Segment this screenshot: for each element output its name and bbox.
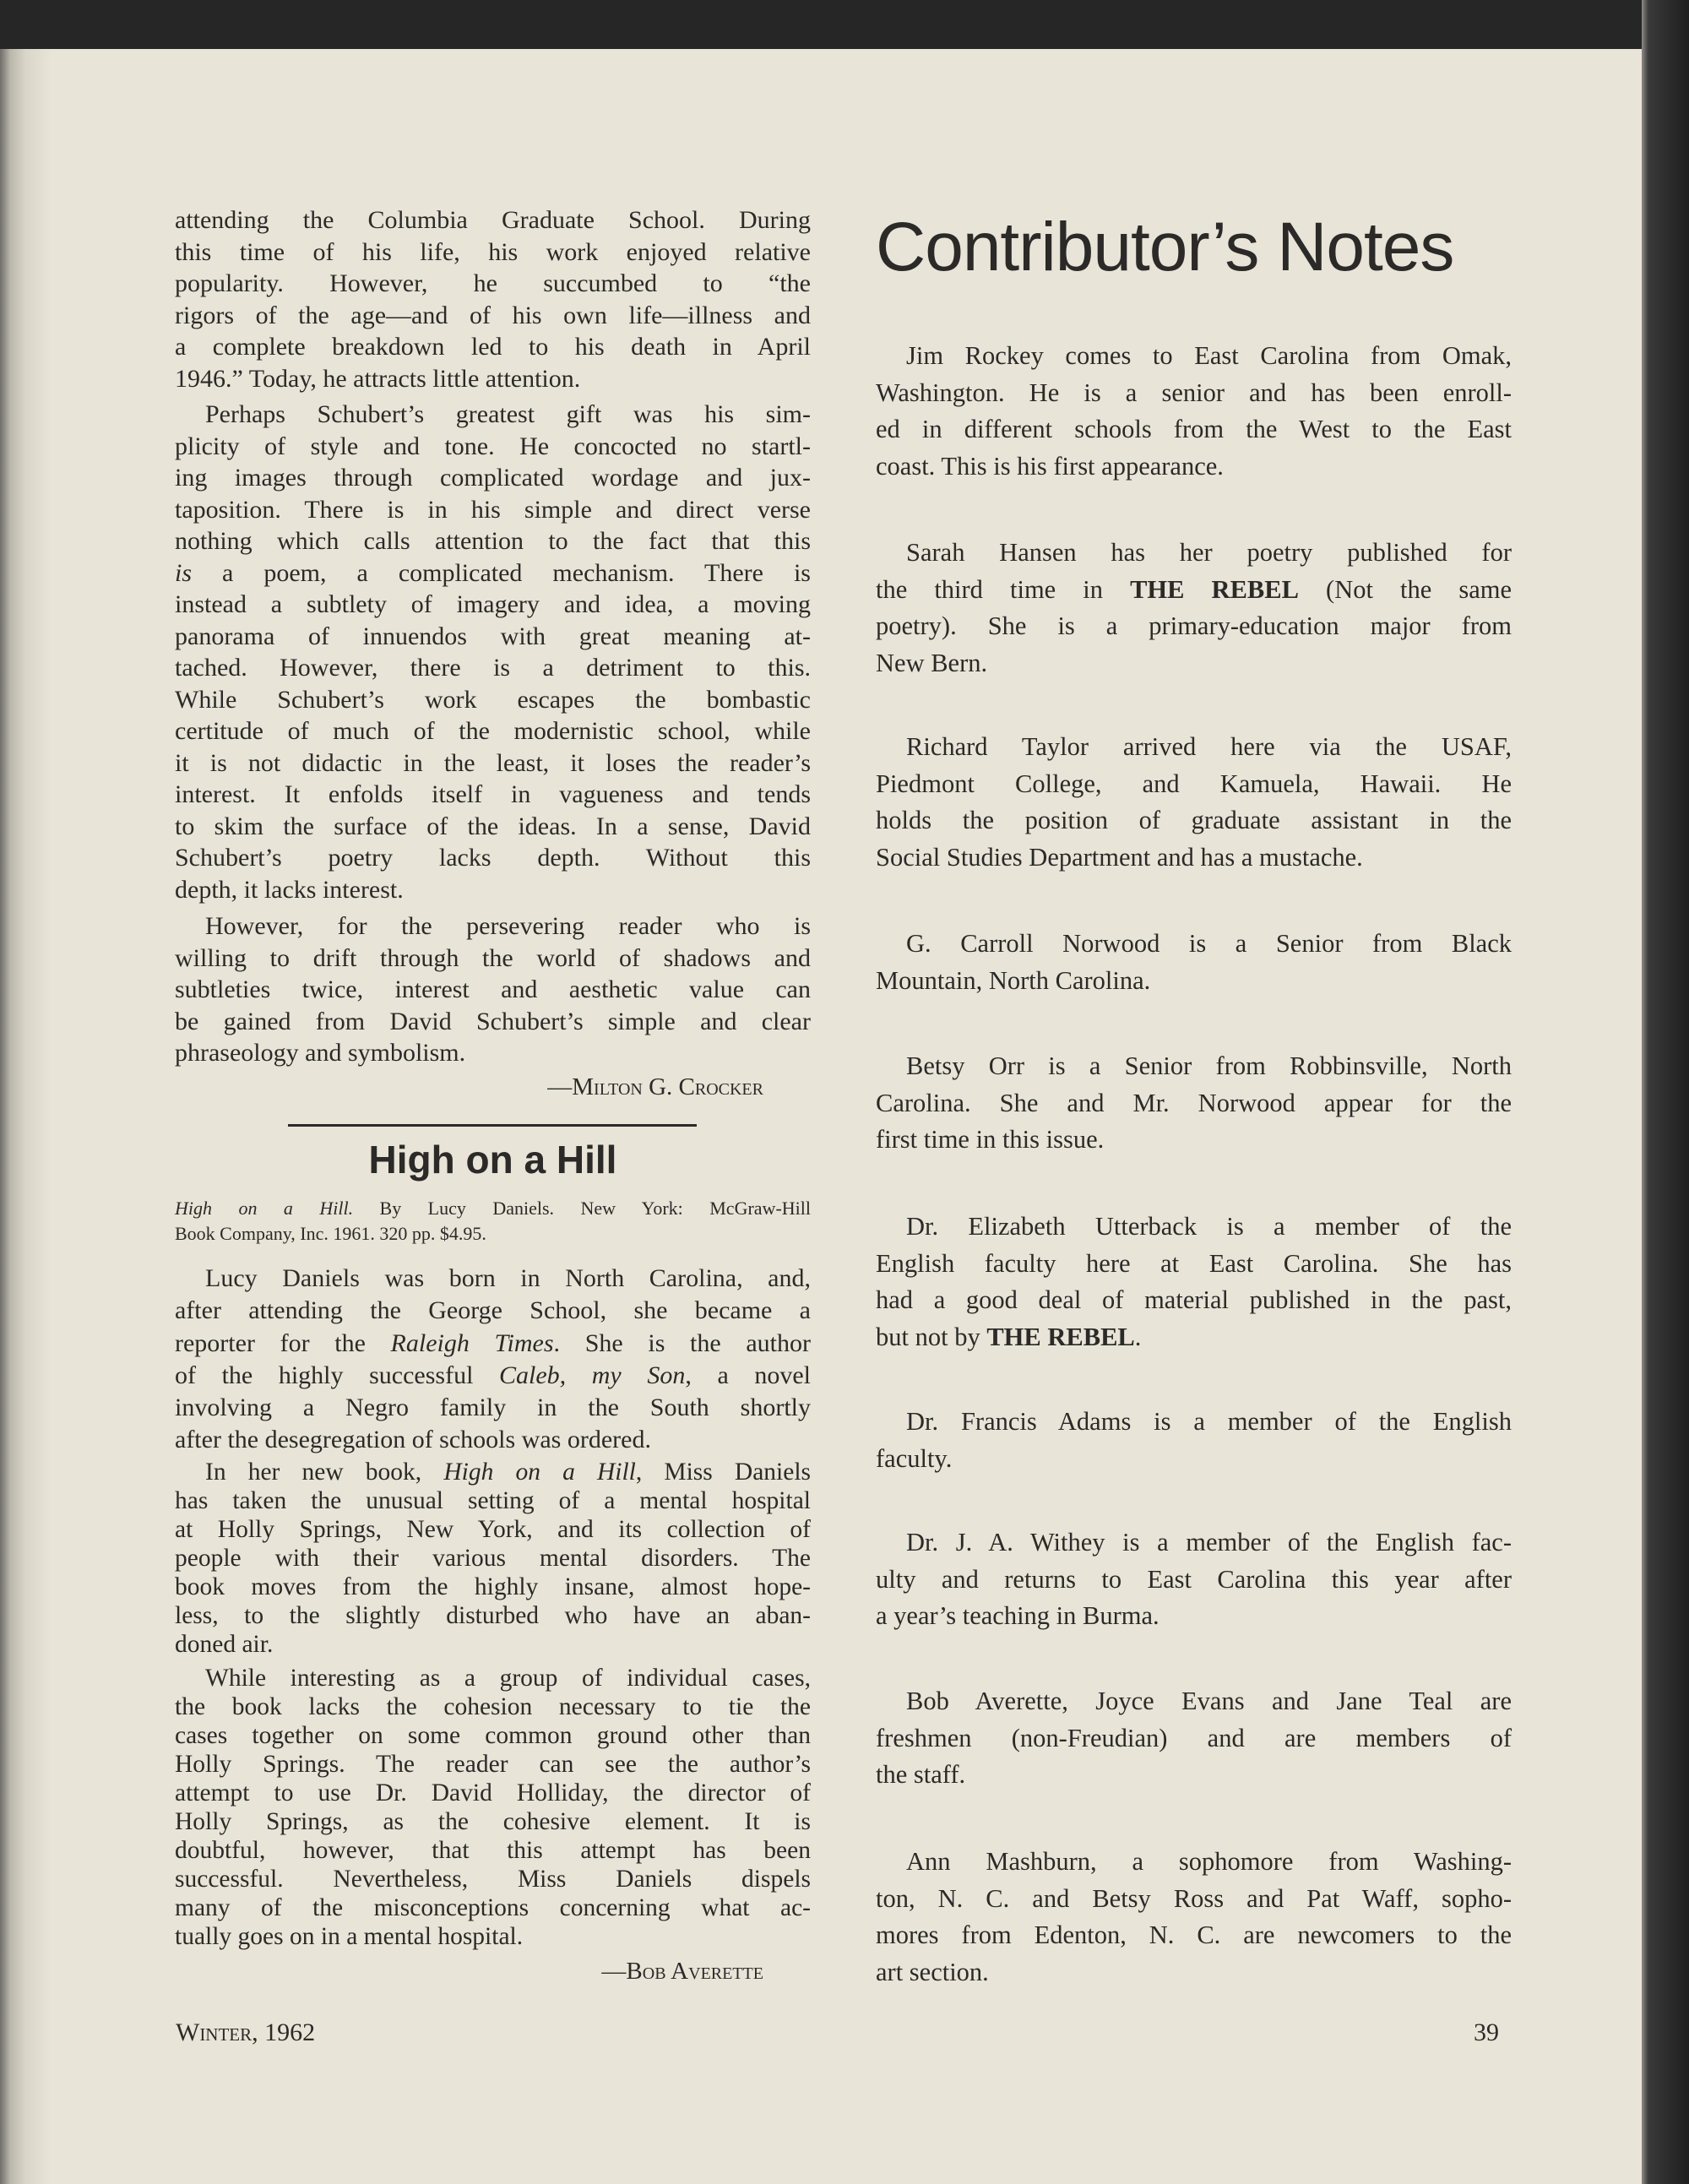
text-line: Betsy Orr is a Senior from Robbinsville, North	[906, 1051, 1512, 1080]
page-number: 39	[1474, 2018, 1499, 2046]
text-line: poetry). She is a primary-education major from	[876, 611, 1512, 641]
section-divider	[288, 1124, 697, 1127]
text-line	[876, 572, 1512, 609]
text-run: High on a Hill	[443, 1459, 636, 1486]
text-line: Dr. Francis Adams is a member of the English	[906, 1407, 1512, 1436]
text-line: after attending the George School, she became a	[175, 1296, 811, 1325]
contributor-note	[876, 729, 1512, 877]
text-line: tually goes on in a mental hospital.	[175, 1923, 524, 1950]
text-line	[175, 1458, 811, 1486]
text-line: interest. It enfolds itself in vagueness and tends	[175, 780, 811, 808]
text-run: but not by	[876, 1323, 987, 1352]
text-line: it is not didactic in the least, it loses the reader’s	[175, 748, 811, 777]
text-line: G. Carroll Norwood is a Senior from Black	[906, 929, 1512, 958]
text-line: the book lacks the cohesion necessary to tie the	[175, 1693, 811, 1720]
text-run: a poem, a complicated mechanism. There is	[192, 558, 811, 587]
text-line: be gained from David Schubert’s simple and clear	[175, 1007, 811, 1035]
text-line: Ann Mashburn, a sophomore from Washing-	[906, 1847, 1512, 1876]
text-line: Carolina. She and Mr. Norwood appear for the	[876, 1088, 1512, 1117]
text-line: cases together on some common ground other than	[175, 1722, 811, 1749]
text-run: (Not the same	[1298, 574, 1512, 604]
footer-issue: Winter, 1962	[176, 2018, 316, 2046]
text-line: coast. This is his first appearance.	[876, 452, 1224, 481]
text-line	[175, 557, 811, 589]
text-line	[876, 1319, 1512, 1356]
review-paragraph	[175, 1263, 811, 1457]
text-line: rigors of the age—and of his own life—illness and	[175, 301, 811, 329]
review-paragraph	[175, 910, 811, 1069]
contributor-note	[876, 1844, 1512, 1991]
text-line: to skim the surface of the ideas. In a sense, David	[175, 812, 811, 840]
text-line: Schubert’s poetry lacks depth. Without this	[175, 844, 811, 872]
text-run: Caleb, my Son	[499, 1361, 686, 1389]
text-line: panorama of innuendos with great meaning at-	[175, 622, 811, 650]
text-line: the staff.	[876, 1760, 966, 1790]
text-line: a complete breakdown led to his death in April	[175, 333, 811, 361]
text-line: Holly Springs. The reader can see the author’s	[175, 1751, 811, 1778]
review-paragraph	[175, 399, 811, 905]
text-line: Social Studies Department and has a mustache.	[876, 843, 1363, 872]
review-paragraph	[175, 1458, 811, 1659]
text-line: Piedmont College, and Kamuela, Hawaii. He	[876, 769, 1512, 798]
text-line: freshmen (non-Freudian) and are members of	[876, 1723, 1512, 1752]
text-line: Jim Rockey comes to East Carolina from Omak,	[906, 341, 1512, 370]
contributor-note	[876, 1683, 1512, 1794]
text-run: the third time in	[876, 574, 1131, 604]
text-line: book moves from the highly insane, almost hope-	[175, 1573, 811, 1600]
contributor-note	[876, 338, 1512, 486]
text-line: 1946.” Today, he attracts little attention.	[175, 364, 581, 393]
text-run: , a novel	[685, 1361, 812, 1389]
text-run: reporter for the	[175, 1328, 391, 1357]
text-line	[175, 1328, 811, 1360]
text-run: is	[175, 558, 193, 587]
text-line: a year’s teaching in Burma.	[876, 1601, 1159, 1631]
text-line: nothing which calls attention to the fact that this	[175, 527, 811, 555]
text-line: ton, N. C. and Betsy Ross and Pat Waff, sopho-	[876, 1883, 1512, 1913]
contributor-note	[876, 926, 1512, 999]
text-line: successful. Nevertheless, Miss Daniels dispels	[175, 1866, 811, 1893]
text-line: Bob Averette, Joyce Evans and Jane Teal are	[906, 1687, 1512, 1715]
text-line: willing to drift through the world of shadows and	[175, 943, 811, 972]
text-line: While interesting as a group of individual cases,	[205, 1665, 811, 1692]
text-line: ing images through complicated wordage and jux-	[175, 464, 811, 492]
book-citation	[175, 1196, 811, 1247]
text-run: , Miss Daniels	[635, 1459, 812, 1486]
contributor-note	[876, 535, 1512, 682]
text-line: Washington. He is a senior and has been enroll-	[876, 378, 1512, 407]
text-line: English faculty here at East Carolina. She has	[876, 1248, 1512, 1278]
text-line	[175, 1196, 811, 1221]
text-line: mores from Edenton, N. C. are newcomers to the	[876, 1921, 1512, 1950]
text-line: tached. However, there is a detriment to this.	[175, 654, 811, 682]
text-line: at Holly Springs, New York, and its collection of	[175, 1516, 811, 1543]
text-run: of the highly successful	[175, 1361, 499, 1389]
text-line: depth, it lacks interest.	[175, 875, 404, 904]
text-line: Dr. J. A. Withey is a member of the English fac-	[906, 1528, 1512, 1557]
text-line: less, to the slightly disturbed who have an aban-	[175, 1602, 811, 1629]
text-line: holds the position of graduate assistant in the	[876, 806, 1512, 835]
text-line: doned air.	[175, 1631, 274, 1658]
text-line: New Bern.	[876, 649, 988, 678]
text-line: after the desegregation of schools was ordered.	[175, 1426, 651, 1454]
text-run: By Lucy Daniels. New York: McGraw-Hill	[353, 1198, 811, 1219]
text-line: Lucy Daniels was born in North Carolina, and,	[205, 1264, 811, 1292]
text-line: people with their various mental disorders. The	[175, 1545, 811, 1572]
text-line: phraseology and symbolism.	[175, 1039, 466, 1067]
text-line: Holly Springs, as the cohesive element. It is	[175, 1808, 811, 1835]
text-line: this time of his life, his work enjoyed relative	[175, 237, 811, 266]
text-line: Mountain, North Carolina.	[876, 965, 1151, 995]
text-line: attending the Columbia Graduate School. During	[175, 206, 811, 234]
text-run: THE REBEL	[986, 1323, 1135, 1352]
text-line: art section.	[876, 1958, 989, 1987]
text-line: Richard Taylor arrived here via the USAF,	[906, 732, 1512, 761]
contributor-note	[876, 1209, 1512, 1356]
text-line: While Schubert’s work escapes the bombastic	[175, 685, 811, 714]
text-line: Sarah Hansen has her poetry published for	[906, 538, 1512, 567]
text-line: ed in different schools from the West to the East	[876, 415, 1512, 444]
text-line: instead a subtlety of imagery and idea, a moving	[175, 590, 811, 618]
text-line: plicity of style and tone. He concocted no startl-	[175, 432, 811, 460]
text-line: Dr. Elizabeth Utterback is a member of the	[906, 1212, 1512, 1241]
review-title: High on a Hill	[368, 1138, 617, 1182]
text-line: certitude of much of the modernistic school, while	[175, 717, 811, 745]
contributor-note	[876, 1404, 1512, 1477]
text-line: many of the misconceptions concerning what ac-	[175, 1894, 811, 1921]
review-paragraph	[175, 1664, 811, 1951]
contributor-note	[876, 1048, 1512, 1159]
page-title: Contributor’s Notes	[876, 209, 1454, 285]
text-line: Book Company, Inc. 1961. 320 pp. $4.95.	[175, 1223, 486, 1244]
text-line: involving a Negro family in the South shortly	[175, 1394, 811, 1422]
text-run: High on a Hill.	[175, 1198, 354, 1219]
text-line: first time in this issue.	[876, 1125, 1105, 1154]
text-line: faculty.	[876, 1443, 953, 1473]
text-run: .	[1134, 1323, 1142, 1352]
text-line: However, for the persevering reader who is	[205, 912, 811, 940]
text-line: taposition. There is in his simple and direct verse	[175, 495, 811, 524]
text-line: Perhaps Schubert’s greatest gift was his sim-	[205, 400, 811, 428]
text-run: THE REBEL	[1130, 574, 1299, 604]
text-line: attempt to use Dr. David Holliday, the director of	[175, 1779, 811, 1806]
text-run: Raleigh Times	[390, 1328, 554, 1357]
contributor-note	[876, 1524, 1512, 1635]
text-line: ulty and returns to East Carolina this year after	[876, 1564, 1512, 1594]
text-line: popularity. However, he succumbed to “the	[175, 269, 811, 297]
text-line	[175, 1360, 811, 1392]
text-line: doubtful, however, that this attempt has been	[175, 1837, 811, 1864]
text-run: In her new book,	[205, 1459, 444, 1486]
scan-right-border	[1642, 0, 1689, 2184]
review-paragraph	[175, 204, 811, 394]
text-line: had a good deal of material published in the past,	[876, 1285, 1512, 1315]
text-run: . She is the author	[553, 1328, 811, 1357]
review-signature: —Milton G. Crocker	[547, 1073, 763, 1100]
text-line: has taken the unusual setting of a mental hospital	[175, 1487, 811, 1514]
review-signature: —Bob Averette	[601, 1958, 763, 1985]
text-line: subtleties twice, interest and aesthetic value can	[175, 975, 811, 1003]
